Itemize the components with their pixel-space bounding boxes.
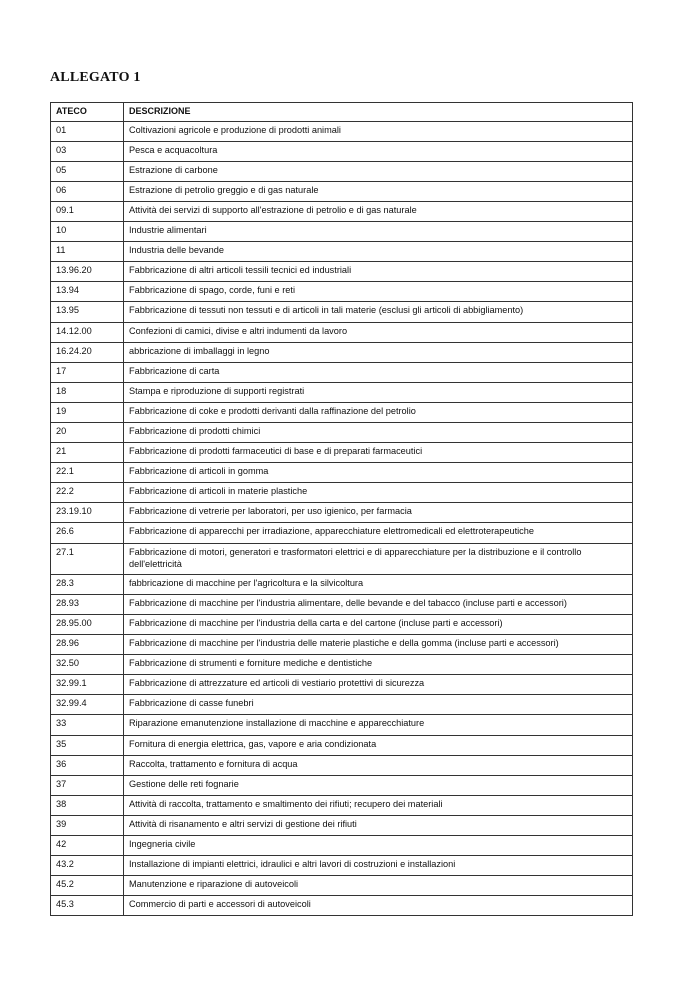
ateco-code-cell: 01 xyxy=(51,121,124,141)
description-cell: Fabbricazione di strumenti e forniture mediche e dentistiche xyxy=(124,655,633,675)
table-row xyxy=(51,715,633,735)
table-row xyxy=(51,574,633,594)
ateco-code-cell: 13.94 xyxy=(51,282,124,302)
table-row xyxy=(51,362,633,382)
ateco-code-cell: 19 xyxy=(51,402,124,422)
description-cell: Fabbricazione di coke e prodotti derivanti dalla raffinazione del petrolio xyxy=(124,402,633,422)
table-row xyxy=(51,755,633,775)
ateco-code-cell: 33 xyxy=(51,715,124,735)
table-row xyxy=(51,896,633,916)
ateco-code-cell: 42 xyxy=(51,835,124,855)
ateco-code-cell: 43.2 xyxy=(51,856,124,876)
ateco-code-cell: 03 xyxy=(51,141,124,161)
description-cell: Estrazione di carbone xyxy=(124,161,633,181)
table-row xyxy=(51,695,633,715)
description-cell: Attività di risanamento e altri servizi di gestione dei rifiuti xyxy=(124,815,633,835)
table-row xyxy=(51,423,633,443)
description-cell: Fabbricazione di articoli in gomma xyxy=(124,463,633,483)
description-cell: abbricazione di imballaggi in legno xyxy=(124,342,633,362)
table-row xyxy=(51,322,633,342)
table-row xyxy=(51,161,633,181)
table-body xyxy=(51,121,633,916)
table-row xyxy=(51,222,633,242)
description-cell: Fabbricazione di casse funebri xyxy=(124,695,633,715)
table-row xyxy=(51,594,633,614)
page-title: ALLEGATO 1 xyxy=(50,70,141,85)
description-cell: Fabbricazione di motori, generatori e trasformatori elettrici e di apparecchiature per la distribuzione e il controllo dell'elettricità xyxy=(124,543,633,574)
description-cell: Fabbricazione di articoli in materie plastiche xyxy=(124,483,633,503)
table-row xyxy=(51,635,633,655)
table-row xyxy=(51,342,633,362)
ateco-code-cell: 10 xyxy=(51,222,124,242)
table-row xyxy=(51,675,633,695)
table-row xyxy=(51,835,633,855)
description-cell: Raccolta, trattamento e fornitura di acqua xyxy=(124,755,633,775)
table-row xyxy=(51,282,633,302)
description-cell: Attività di raccolta, trattamento e smaltimento dei rifiuti; recupero dei materiali xyxy=(124,795,633,815)
column-header-descrizione: DESCRIZIONE xyxy=(124,103,633,122)
ateco-code-cell: 20 xyxy=(51,423,124,443)
description-cell: Installazione di impianti elettrici, idraulici e altri lavori di costruzioni e installazioni xyxy=(124,856,633,876)
ateco-code-cell: 21 xyxy=(51,443,124,463)
ateco-code-cell: 14.12.00 xyxy=(51,322,124,342)
ateco-code-cell: 28.96 xyxy=(51,635,124,655)
description-cell: fabbricazione di macchine per l'agricoltura e la silvicoltura xyxy=(124,574,633,594)
table-row xyxy=(51,543,633,574)
description-cell: Fabbricazione di macchine per l'industria alimentare, delle bevande e del tabacco (incluse parti e accessori) xyxy=(124,594,633,614)
table-row xyxy=(51,201,633,221)
ateco-code-cell: 28.93 xyxy=(51,594,124,614)
table-header-row xyxy=(51,103,633,122)
ateco-code-cell: 06 xyxy=(51,181,124,201)
ateco-code-cell: 37 xyxy=(51,775,124,795)
ateco-code-cell: 39 xyxy=(51,815,124,835)
ateco-code-cell: 05 xyxy=(51,161,124,181)
table-row xyxy=(51,483,633,503)
ateco-code-cell: 11 xyxy=(51,242,124,262)
ateco-code-cell: 22.2 xyxy=(51,483,124,503)
ateco-table xyxy=(50,102,633,916)
table-row xyxy=(51,815,633,835)
table-row xyxy=(51,302,633,322)
table-row xyxy=(51,795,633,815)
description-cell: Commercio di parti e accessori di autoveicoli xyxy=(124,896,633,916)
description-cell: Fabbricazione di macchine per l'industria delle materie plastiche e della gomma (incluse parti e accessori) xyxy=(124,635,633,655)
ateco-code-cell: 17 xyxy=(51,362,124,382)
description-cell: Fabbricazione di prodotti farmaceutici di base e di preparati farmaceutici xyxy=(124,443,633,463)
description-cell: Coltivazioni agricole e produzione di prodotti animali xyxy=(124,121,633,141)
description-cell: Fabbricazione di macchine per l'industria della carta e del cartone (incluse parti e accessori) xyxy=(124,614,633,634)
table-row xyxy=(51,876,633,896)
ateco-code-cell: 32.99.4 xyxy=(51,695,124,715)
table-row xyxy=(51,655,633,675)
description-cell: Attività dei servizi di supporto all'estrazione di petrolio e di gas naturale xyxy=(124,201,633,221)
table-row xyxy=(51,443,633,463)
table-row xyxy=(51,614,633,634)
description-cell: Industrie alimentari xyxy=(124,222,633,242)
ateco-code-cell: 28.95.00 xyxy=(51,614,124,634)
description-cell: Estrazione di petrolio greggio e di gas naturale xyxy=(124,181,633,201)
ateco-code-cell: 45.2 xyxy=(51,876,124,896)
table-row xyxy=(51,402,633,422)
table-row xyxy=(51,503,633,523)
description-cell: Fabbricazione di attrezzature ed articoli di vestiario protettivi di sicurezza xyxy=(124,675,633,695)
description-cell: Fabbricazione di vetrerie per laboratori, per uso igienico, per farmacia xyxy=(124,503,633,523)
description-cell: Fabbricazione di tessuti non tessuti e di articoli in tali materie (esclusi gli articoli di abbigliamento) xyxy=(124,302,633,322)
table-row xyxy=(51,141,633,161)
ateco-code-cell: 26.6 xyxy=(51,523,124,543)
description-cell: Fornitura di energia elettrica, gas, vapore e aria condizionata xyxy=(124,735,633,755)
table-row xyxy=(51,775,633,795)
column-header-ateco: ATECO xyxy=(51,103,124,122)
ateco-code-cell: 13.96.20 xyxy=(51,262,124,282)
table-row xyxy=(51,856,633,876)
description-cell: Riparazione emanutenzione installazione di macchine e apparecchiature xyxy=(124,715,633,735)
ateco-code-cell: 32.50 xyxy=(51,655,124,675)
ateco-code-cell: 22.1 xyxy=(51,463,124,483)
ateco-code-cell: 35 xyxy=(51,735,124,755)
description-cell: Stampa e riproduzione di supporti registrati xyxy=(124,382,633,402)
description-cell: Gestione delle reti fognarie xyxy=(124,775,633,795)
description-cell: Fabbricazione di prodotti chimici xyxy=(124,423,633,443)
table-row xyxy=(51,262,633,282)
ateco-code-cell: 28.3 xyxy=(51,574,124,594)
table-row xyxy=(51,382,633,402)
description-cell: Fabbricazione di apparecchi per irradiazione, apparecchiature elettromedicali ed elettroterapeutiche xyxy=(124,523,633,543)
description-cell: Pesca e acquacoltura xyxy=(124,141,633,161)
description-cell: Fabbricazione di altri articoli tessili tecnici ed industriali xyxy=(124,262,633,282)
ateco-code-cell: 27.1 xyxy=(51,543,124,574)
table-row xyxy=(51,523,633,543)
ateco-code-cell: 18 xyxy=(51,382,124,402)
description-cell: Manutenzione e riparazione di autoveicoli xyxy=(124,876,633,896)
description-cell: Fabbricazione di spago, corde, funi e reti xyxy=(124,282,633,302)
ateco-code-cell: 32.99.1 xyxy=(51,675,124,695)
table-row xyxy=(51,463,633,483)
description-cell: Industria delle bevande xyxy=(124,242,633,262)
ateco-code-cell: 38 xyxy=(51,795,124,815)
description-cell: Fabbricazione di carta xyxy=(124,362,633,382)
ateco-code-cell: 36 xyxy=(51,755,124,775)
table-row xyxy=(51,181,633,201)
table-row xyxy=(51,242,633,262)
description-cell: Confezioni di camici, divise e altri indumenti da lavoro xyxy=(124,322,633,342)
table-row xyxy=(51,735,633,755)
ateco-code-cell: 09.1 xyxy=(51,201,124,221)
ateco-code-cell: 16.24.20 xyxy=(51,342,124,362)
table-row xyxy=(51,121,633,141)
ateco-code-cell: 13.95 xyxy=(51,302,124,322)
description-cell: Ingegneria civile xyxy=(124,835,633,855)
ateco-code-cell: 45.3 xyxy=(51,896,124,916)
ateco-code-cell: 23.19.10 xyxy=(51,503,124,523)
